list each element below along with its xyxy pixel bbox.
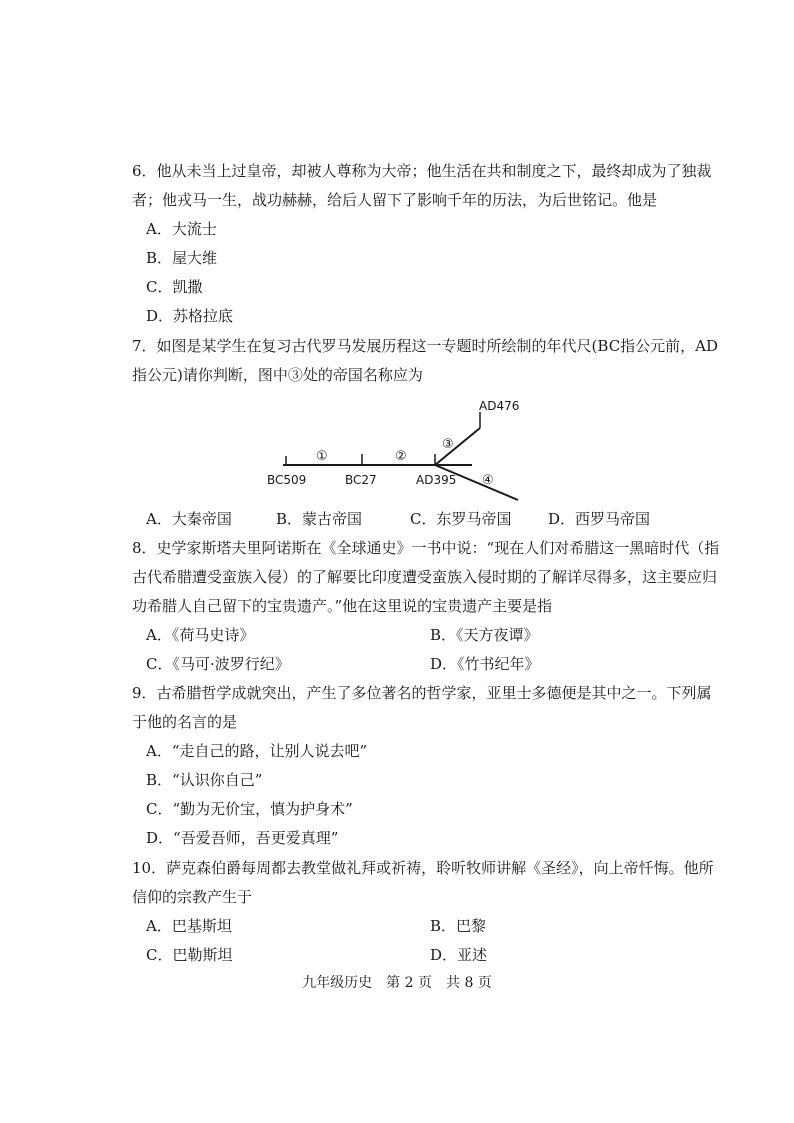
q8-stem-line3: 功希腊人自己留下的宝贵遗产。”他在这里说的宝贵遗产主要是指 — [132, 597, 553, 615]
q8-option-b: B．《天方夜谭》 — [430, 626, 539, 644]
page-footer: 九年级历史 第 2 页 共 8 页 — [302, 975, 492, 991]
q6-option-b: B．屋大维 — [146, 249, 218, 267]
q6-stem-line1: 6．他从未当上过皇帝，却被人尊称为大帝；他生活在共和制度之下，最终却成为了独裁 — [132, 162, 712, 180]
q7-option-b: B．蒙古帝国 — [276, 510, 363, 528]
q7-option-a: A．大秦帝国 — [146, 510, 232, 528]
q10-stem-line2: 信仰的宗教产生于 — [132, 888, 253, 906]
marker-4: ④ — [482, 473, 494, 488]
timeline-diagram — [250, 392, 550, 504]
label-ad395: AD395 — [416, 473, 457, 487]
q6-option-a: A．大流士 — [146, 220, 217, 238]
q10-option-c: C．巴勒斯坦 — [146, 946, 233, 964]
q6-stem-line2: 者；他戎马一生，战功赫赫，给后人留下了影响千年的历法，为后世铭记。他是 — [132, 191, 658, 209]
q10-option-a: A．巴基斯坦 — [146, 917, 232, 935]
q9-option-b: B．“认识你自己” — [146, 771, 263, 789]
q7-stem-line1: 7．如图是某学生在复习古代罗马发展历程这一专题时所绘制的年代尺(BC指公元前，AD — [132, 337, 719, 355]
label-bc27: BC27 — [345, 473, 377, 487]
q8-option-d: D．《竹书纪年》 — [430, 655, 540, 673]
q9-option-c: C．“勤为无价宝，慎为护身术” — [146, 800, 353, 818]
q7-option-d: D．西罗马帝国 — [548, 510, 651, 528]
q10-option-d: D．亚述 — [430, 946, 488, 964]
marker-3: ③ — [442, 437, 454, 452]
q6-option-d: D．苏格拉底 — [146, 307, 234, 325]
q8-stem-line1: 8．史学家斯塔夫里阿诺斯在《全球通史》一书中说：“现在人们对希腊这一黑暗时代（指 — [132, 539, 720, 557]
q6-option-c: C．凯撒 — [146, 278, 203, 296]
marker-1: ① — [316, 449, 328, 464]
q8-option-c: C．《马可·波罗行纪》 — [146, 655, 290, 673]
q10-stem-line1: 10．萨克森伯爵每周都去教堂做礼拜或祈祷，聆听牧师讲解《圣经》，向上帝忏悔。他所 — [132, 859, 714, 877]
q7-option-c: C．东罗马帝国 — [410, 510, 512, 528]
q9-stem-line2: 于他的名言的是 — [132, 713, 238, 731]
marker-2: ② — [395, 449, 407, 464]
q7-stem-line2: 指公元)请你判断，图中③处的帝国名称应为 — [132, 366, 423, 384]
label-ad476: AD476 — [479, 399, 520, 413]
q10-option-b: B．巴黎 — [430, 917, 487, 935]
q9-option-d: D．“吾爱吾师，吾更爱真理” — [146, 829, 339, 847]
q8-option-a: A．《荷马史诗》 — [146, 626, 255, 644]
q9-option-a: A．“走自己的路，让别人说去吧” — [146, 742, 368, 760]
q8-stem-line2: 古代希腊遭受蛮族入侵）的了解要比印度遭受蛮族入侵时期的了解详尽得多，这主要应归 — [132, 568, 718, 586]
q9-stem-line1: 9．古希腊哲学成就突出，产生了多位著名的哲学家，亚里士多德便是其中之一。下列属 — [132, 684, 712, 702]
label-bc509: BC509 — [267, 473, 307, 487]
